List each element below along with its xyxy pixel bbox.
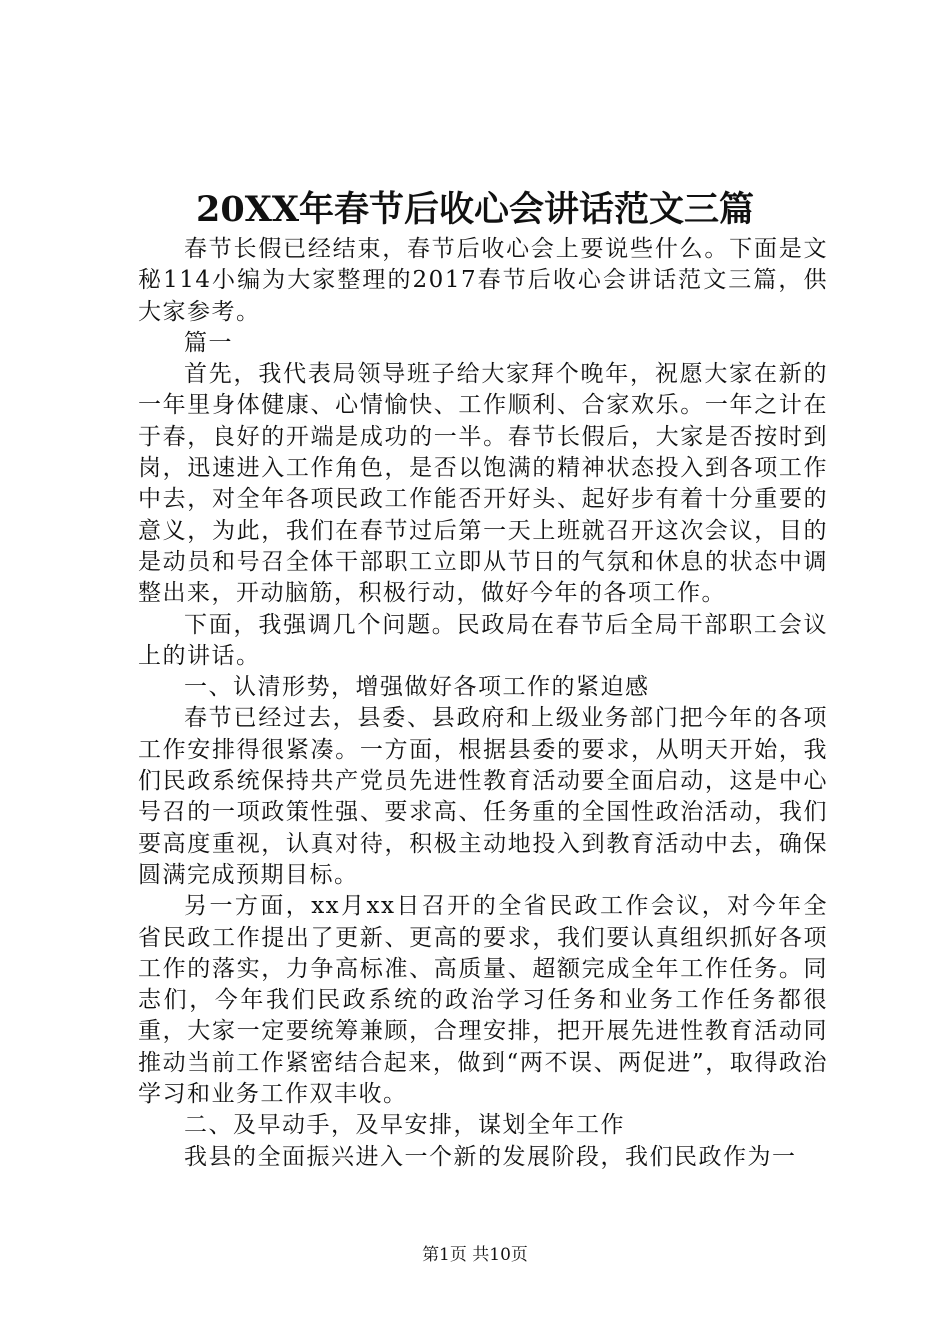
page-number-footer: 第1页 共10页 xyxy=(422,1245,528,1265)
paragraph-issues-intro: 下面，我强调几个问题。民政局在春节后全局干部职工会议上的讲话。 xyxy=(138,611,828,669)
section-label-part-one: 篇一 xyxy=(184,329,233,356)
heading-section-one: 一、认清形势，增强做好各项工作的紧迫感 xyxy=(184,674,650,701)
document-body xyxy=(138,234,828,1173)
heading-section-two: 二、及早动手，及早安排，谋划全年工作 xyxy=(184,1112,625,1139)
paragraph-section-one-b: 另一方面，xx月xx日召开的全省民政工作会议，对今年全省民政工作提出了更新、更高的要求，我们要认真组织抓好各项工作的落实，力争高标准、高质量、超额完成全年工作任务。同志们，今年我们民政系统的政治学习任务和业务工作任务都很重，大家一定要统筹兼顾，合理安排，把开展先进性教育活动同推动当前工作紧密结合起来，做到“两不误、两促进”，取得政治学习和业务工作双丰收。 xyxy=(138,893,828,1108)
paragraph-greeting: 首先，我代表局领导班子给大家拜个晚年，祝愿大家在新的一年里身体健康、心情愉快、工作顺利、合家欢乐。一年之计在于春，良好的开端是成功的一半。春节长假后，大家是否按时到岗，迅速进入工作角色，是否以饱满的精神状态投入到各项工作中去，对全年各项民政工作能否开好头、起好步有着十分重要的意义，为此，我们在春节过后第一天上班就召开这次会议，目的是动员和号召全体干部职工立即从节日的气氛和休息的状态中调整出来，开动脑筋，积极行动，做好今年的各项工作。 xyxy=(138,361,828,607)
page-title: 20XX年春节后收心会讲话范文三篇 xyxy=(195,189,755,230)
paragraph-intro: 春节长假已经结束，春节后收心会上要说些什么。下面是文秘114小编为大家整理的2017春节后收心会讲话范文三篇，供大家参考。 xyxy=(138,236,828,325)
paragraph-section-two-a: 我县的全面振兴进入一个新的发展阶段，我们民政作为一 xyxy=(184,1143,797,1170)
paragraph-section-one-a: 春节已经过去，县委、县政府和上级业务部门把今年的各项工作安排得很紧凑。一方面，根据县委的要求，从明天开始，我们民政系统保持共产党员先进性教育活动要全面启动，这是中心号召的一项政策性强、要求高、任务重的全国性政治活动，我们要高度重视，认真对待，积极主动地投入到教育活动中去，确保圆满完成预期目标。 xyxy=(138,705,828,888)
